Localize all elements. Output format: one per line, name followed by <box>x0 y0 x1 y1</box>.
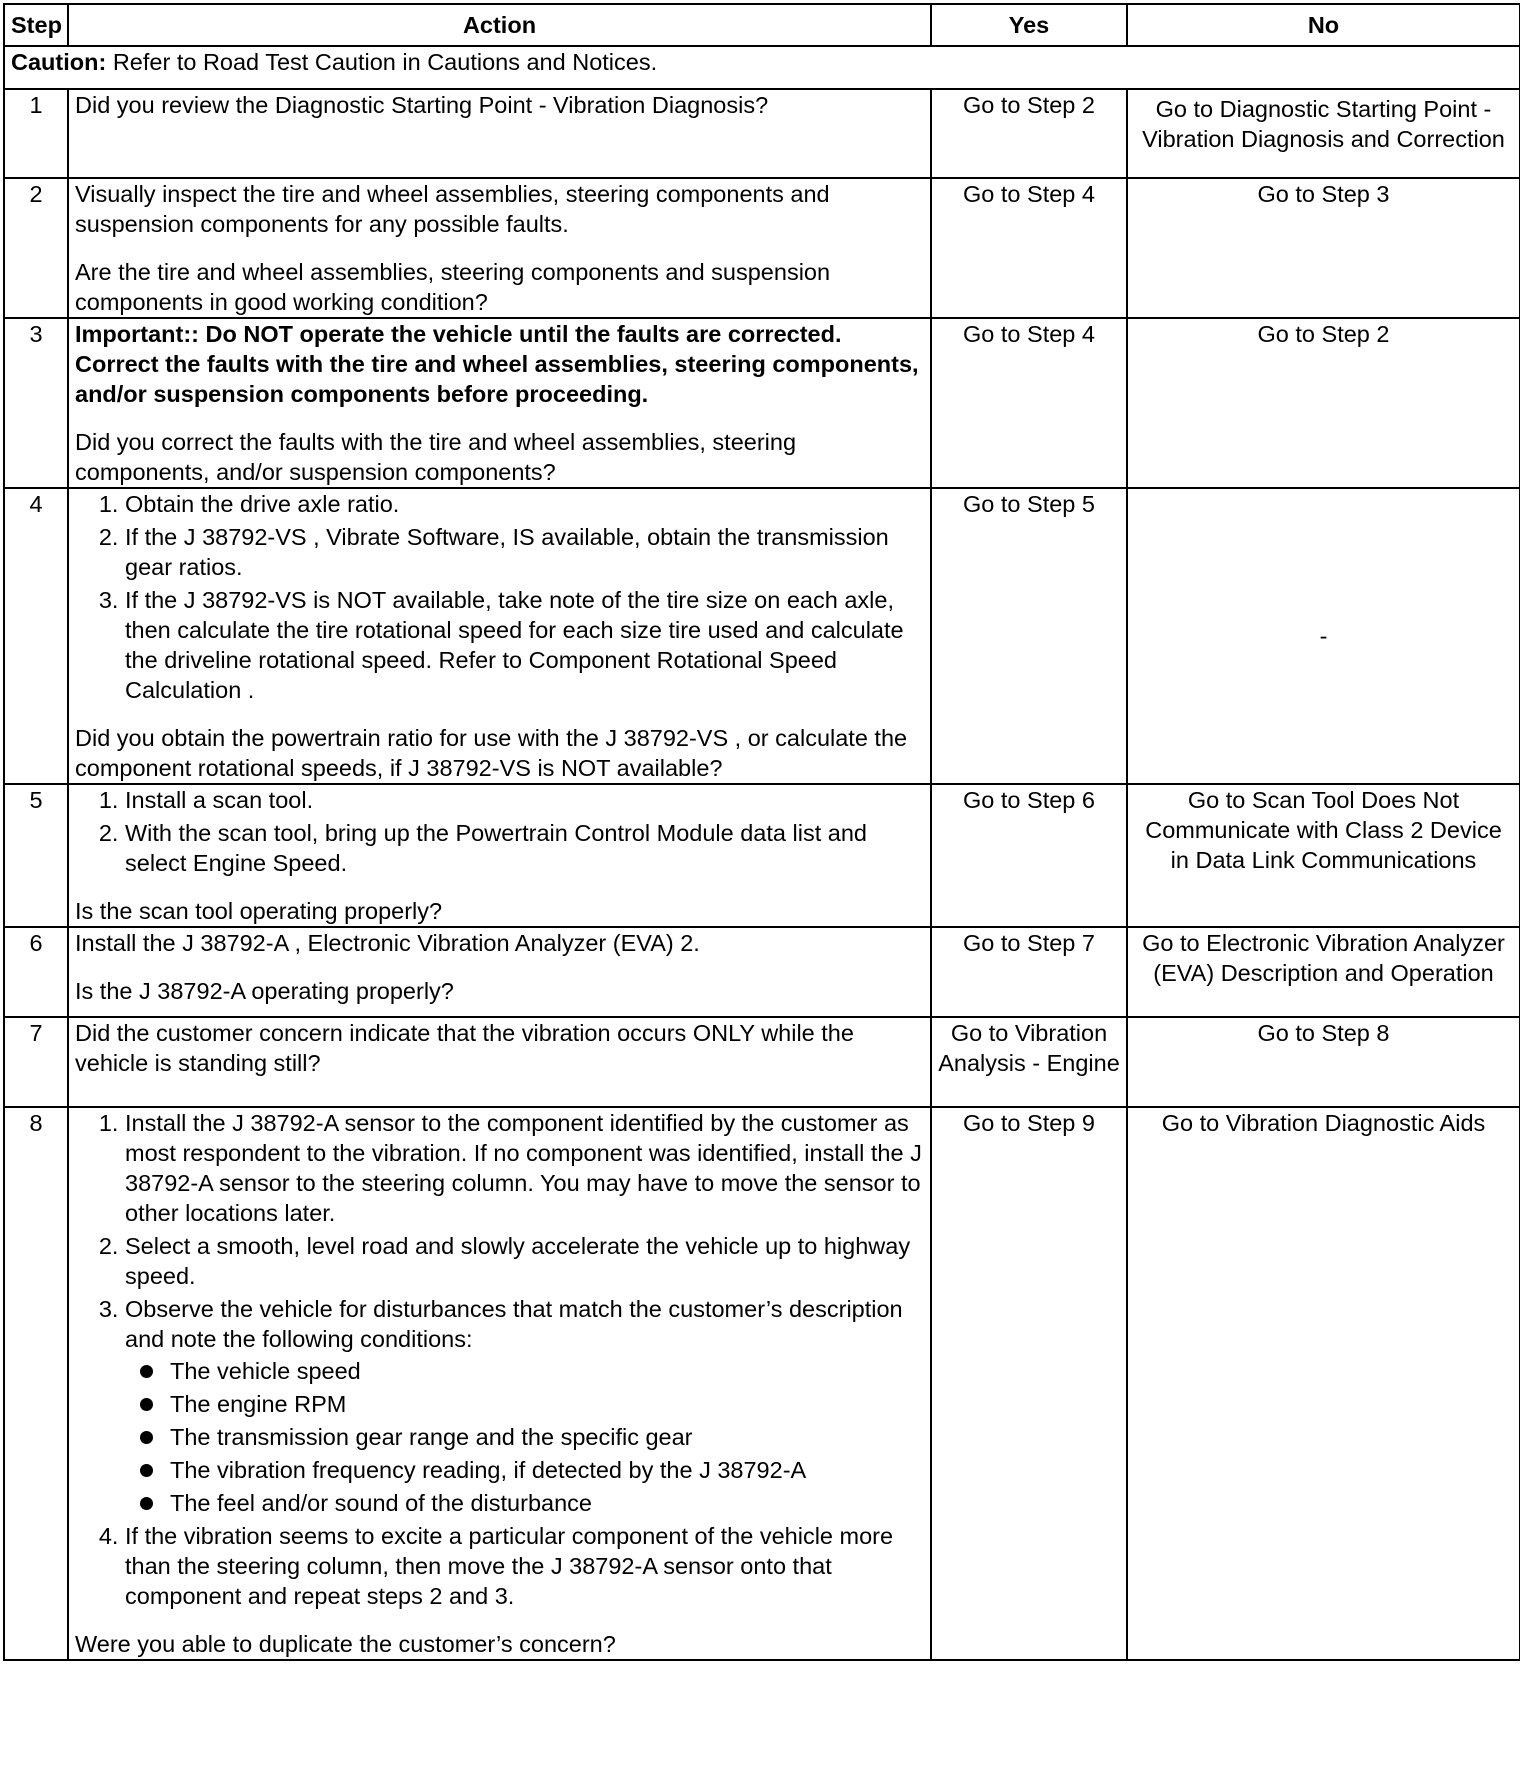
step-number: 7 <box>4 1017 68 1107</box>
question-text: Did the customer concern indicate that the vibration occurs ONLY while the vehicle is standing still? <box>75 1020 854 1076</box>
no-link[interactable]: Go to Step 8 <box>1127 1017 1520 1107</box>
procedure-list <box>75 785 924 878</box>
condition-item <box>170 1455 924 1485</box>
step-number: 5 <box>4 784 68 927</box>
bullet-icon <box>140 1398 153 1411</box>
condition-item <box>170 1389 924 1419</box>
no-link[interactable]: Go to Electronic Vibration Analyzer (EVA) Description and Operation <box>1127 927 1520 1017</box>
procedure-item: 3. If the J 38792-VS is NOT available, take note of the tire size on each axle, then calculate the tire rotational speed for each size tire used and calculate the driveline rotational speed. Refer to Component Rotational Speed Calculation . <box>125 585 924 705</box>
action-cell <box>68 89 931 178</box>
caution-cell <box>4 46 1520 89</box>
yes-link[interactable]: Go to Step 7 <box>931 927 1127 1017</box>
yes-link[interactable]: Go to Step 4 <box>931 318 1127 488</box>
yes-link[interactable]: Go to Step 4 <box>931 178 1127 318</box>
procedure-list <box>75 489 924 705</box>
procedure-item: 2. Select a smooth, level road and slowly accelerate the vehicle up to highway speed. <box>125 1231 924 1291</box>
no-result: - <box>1127 488 1520 784</box>
procedure-item: 1. Obtain the drive axle ratio. <box>125 489 924 519</box>
procedure-list <box>75 1108 924 1611</box>
procedure-item: 2. If the J 38792-VS , Vibrate Software, IS available, obtain the transmission gear ratios. <box>125 522 924 582</box>
step-row-5 <box>4 784 1520 927</box>
yes-link[interactable]: Go to Step 5 <box>931 488 1127 784</box>
procedure-item: 2. With the scan tool, bring up the Powertrain Control Module data list and select Engine Speed. <box>125 818 924 878</box>
header-no: No <box>1127 4 1520 46</box>
caution-row <box>4 46 1520 89</box>
question-text: Are the tire and wheel assemblies, steering components and suspension components in good working condition? <box>75 259 831 315</box>
question-text: Were you able to duplicate the customer’s concern? <box>75 1631 616 1657</box>
no-link[interactable]: Go to Diagnostic Starting Point - Vibration Diagnosis and Correction <box>1127 89 1520 178</box>
instruction-text: Install the J 38792-A , Electronic Vibration Analyzer (EVA) 2. <box>75 930 700 956</box>
question-text: Did you review the Diagnostic Starting Point - Vibration Diagnosis? <box>75 92 769 118</box>
no-link[interactable]: Go to Step 3 <box>1127 178 1520 318</box>
action-cell <box>68 1017 931 1107</box>
step-row-8 <box>4 1107 1520 1660</box>
question-text: Did you correct the faults with the tire and wheel assemblies, steering components, and/or suspension components? <box>75 429 797 485</box>
question-text: Is the scan tool operating properly? <box>75 898 443 924</box>
caution-label: Caution: <box>11 49 107 75</box>
step-number: 1 <box>4 89 68 178</box>
condition-text: The vibration frequency reading, if detected by the J 38792-A <box>170 1457 807 1483</box>
step-row-3 <box>4 318 1520 488</box>
step-number: 3 <box>4 318 68 488</box>
step-number: 2 <box>4 178 68 318</box>
header-yes: Yes <box>931 4 1127 46</box>
yes-link[interactable]: Go to Step 2 <box>931 89 1127 178</box>
bullet-icon <box>140 1464 153 1477</box>
step-row-2 <box>4 178 1520 318</box>
no-link[interactable]: Go to Step 2 <box>1127 318 1520 488</box>
procedure-item-text: Observe the vehicle for disturbances that match the customer’s description and note the following conditions: <box>125 1296 903 1352</box>
step-row-4 <box>4 488 1520 784</box>
question-text: Is the J 38792-A operating properly? <box>75 978 454 1004</box>
bullet-icon <box>140 1431 153 1444</box>
condition-text: The feel and/or sound of the disturbance <box>170 1490 592 1516</box>
yes-link[interactable]: Go to Vibration Analysis - Engine <box>931 1017 1127 1107</box>
condition-item <box>170 1356 924 1386</box>
step-number: 4 <box>4 488 68 784</box>
header-step: Step <box>4 4 68 46</box>
condition-list <box>125 1356 924 1518</box>
condition-text: The engine RPM <box>170 1391 347 1417</box>
condition-item <box>170 1488 924 1518</box>
procedure-item: 1. Install the J 38792-A sensor to the component identified by the customer as most respondent to the vibration. If no component was identified, install the J 38792-A sensor to the steering column. You may have to move the sensor to other locations later. <box>125 1108 924 1228</box>
action-cell <box>68 1107 931 1660</box>
header-action: Action <box>68 4 931 46</box>
step-row-6 <box>4 927 1520 1017</box>
condition-text: The vehicle speed <box>170 1358 361 1384</box>
no-link[interactable]: Go to Vibration Diagnostic Aids <box>1127 1107 1520 1660</box>
step-number: 6 <box>4 927 68 1017</box>
action-cell <box>68 488 931 784</box>
procedure-item <box>125 1294 924 1518</box>
important-note: Important:: Do NOT operate the vehicle until the faults are corrected. Correct the faults with the tire and wheel assemblies, steering components, and/or suspension components before proceeding. <box>75 321 919 407</box>
caution-text: Refer to Road Test Caution in Cautions and Notices. <box>106 49 658 75</box>
procedure-item: 4. If the vibration seems to excite a particular component of the vehicle more than the steering column, then move the J 38792-A sensor onto that component and repeat steps 2 and 3. <box>125 1521 924 1611</box>
question-text: Did you obtain the powertrain ratio for use with the J 38792-VS , or calculate the component rotational speeds, if J 38792-VS is NOT available? <box>75 725 908 781</box>
step-row-1 <box>4 89 1520 178</box>
procedure-item: 1. Install a scan tool. <box>125 785 924 815</box>
action-cell <box>68 318 931 488</box>
action-cell <box>68 784 931 927</box>
bullet-icon <box>140 1497 153 1510</box>
condition-text: The transmission gear range and the specific gear <box>170 1424 693 1450</box>
no-link[interactable]: Go to Scan Tool Does Not Communicate with Class 2 Device in Data Link Communications <box>1127 784 1520 927</box>
header-row <box>4 4 1520 46</box>
instruction-text: Visually inspect the tire and wheel assemblies, steering components and suspension components for any possible faults. <box>75 181 830 237</box>
step-number: 8 <box>4 1107 68 1660</box>
bullet-icon <box>140 1365 153 1378</box>
yes-link[interactable]: Go to Step 9 <box>931 1107 1127 1660</box>
step-row-7 <box>4 1017 1520 1107</box>
action-cell <box>68 178 931 318</box>
action-cell <box>68 927 931 1017</box>
condition-item <box>170 1422 924 1452</box>
yes-link[interactable]: Go to Step 6 <box>931 784 1127 927</box>
diagnostic-table <box>3 3 1520 1661</box>
